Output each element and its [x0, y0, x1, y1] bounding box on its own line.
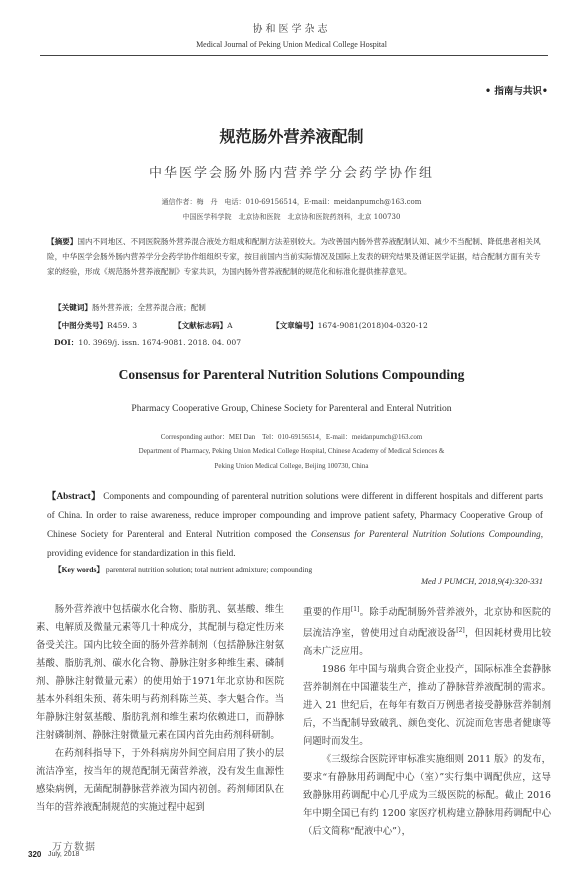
body-column-right	[303, 601, 551, 841]
abstract-text-en-2: , providing evidence for standardization in this field.	[47, 529, 543, 558]
document-code	[174, 320, 233, 331]
doi	[54, 337, 241, 348]
clc-number	[54, 320, 137, 331]
citation-ref[interactable]: [1]	[350, 606, 360, 613]
article-no-label: 【文章编号】	[272, 321, 318, 330]
body-paragraph: 1986 年中国与瑞典合资企业投产，国际标准全套静脉营养制剂在中国灌装生产，推动了静脉营养液配制的需求。进入 21 世纪后，在每年有数百万例患者接受静脉营养制剂后，不当配制导致破乳、颜色变化、沉淀而危害患者健康等问题时而发生。	[303, 664, 551, 748]
body-paragraph	[303, 601, 551, 661]
doc-code-label: 【文献标志码】	[174, 321, 228, 330]
body-paragraph: 肠外营养液中包括碳水化合物、脂肪乳、氨基酸、维生素、电解质及微量元素等几十种成分，其配制与稳定性历来备受关注。国内比较全面的肠外营养制剂（包括静脉注射氨基酸、脂肪乳剂、碳水化合物、静脉注射多种维生素、磷制剂、静脉注射微量元素）的使用始于1971年北京协和医院基本外科组朱预、蒋朱明与药剂科陈兰英、李大魁合作。当年静脉注射氨基酸、脂肪乳剂和维生素均依赖进口，而静脉注射磷制剂、静脉注射微量元素在国内首先由药剂科研制。	[36, 604, 284, 741]
abstract-label-en: 【Abstract】	[47, 491, 101, 501]
journal-title-en: Medical Journal of Peking Union Medical College Hospital	[196, 40, 387, 49]
abstract-italic-title: Consensus for Parenteral Nutrition Solutions Compounding	[310, 529, 541, 539]
page-date: July, 2018	[48, 851, 80, 858]
author-group-cn: 中华医学会肠外肠内营养学分会药学协作组	[148, 166, 434, 181]
page-number: 320	[28, 850, 42, 859]
keywords-text-cn: 肠外营养液；全营养混合液；配制	[91, 303, 206, 312]
citation: Med J PUMCH, 2018,9(4):320-331	[420, 576, 543, 586]
corresponding-author-en: Corresponding author：MEI Dan Tel：010-69156514，E-mail：meidanpumch@163.com	[160, 433, 423, 441]
clc-value: R459. 3	[107, 321, 138, 330]
citation-ref[interactable]: [2]	[456, 627, 465, 635]
body-column-left	[36, 601, 284, 817]
keywords-text-en: parenteral nutrition solution; total nutrient admixture; compounding	[105, 565, 313, 574]
body-paragraph: 在药剂科指导下，于外科病房外间空间启用了狭小的层流洁净室，按当年的规范配制无菌营养液，没有发生血源性感染病例，无菌配制静脉营养液为国内初创。药剂师团队在当年的营养液配制规范的实施过程中起到	[36, 748, 284, 813]
doi-label: DOI：	[54, 338, 79, 347]
keywords-label-cn: 【关键词】	[54, 303, 92, 312]
keywords-label-en: 【Key words】	[54, 565, 104, 574]
body-text: ，但因耗材费用比较高未广泛应用。	[303, 628, 551, 658]
abstract-text-en-1: Components and compounding of parenteral nutrition solutions were different in different hospitals and different parts of China. In order to raise awareness, reduce improper compounding and improve patient safety, Pharmacy Cooperative Group of Chinese Society for Parenteral and Enteral Nutrition composed the	[47, 491, 543, 539]
body-text: 重要的作用	[303, 607, 351, 619]
department-en: Department of Pharmacy, Peking Union Medical College Hospital, Chinese Academy of Medical Sciences &	[138, 447, 445, 455]
journal-title-cn: 协和医学杂志	[252, 24, 331, 35]
keywords-en	[54, 564, 544, 575]
watermark: 万方数据	[52, 842, 96, 853]
body-text: 。除手动配制肠外营养液外，北京协和医院的层流洁净室，曾使用过自动配液设备	[303, 607, 551, 640]
keywords-cn	[54, 302, 544, 313]
doc-code-value: A	[227, 321, 233, 330]
header-divider	[40, 55, 548, 56]
clc-label: 【中图分类号】	[54, 321, 108, 330]
body-paragraph: 《三级综合医院评审标准实施细则 2011 版》的发布，要求“有静脉用药调配中心（室）”实行集中调配供应，这导致静脉用药调配中心几乎成为三级医院的标配。截止 2016 年中期全国已有约 1200 家医疗机构建立静脉用药调配中心（后文简称“配液中心”），	[303, 754, 551, 838]
article-number	[272, 320, 428, 331]
abstract-en	[47, 487, 543, 563]
abstract-cn	[47, 234, 543, 279]
abstract-text-cn: 国内不同地区、不同医院肠外营养混合液处方组成和配制方法差别较大。为改善国内肠外营养液配制认知、减少不当配制、降低患者相关风险，中华医学会肠外肠内营养学分会药学协作组组织专家，按目前国内当前实际情况及国际上发表的研究结果及循证医学证据，结合配制方面有关专家的经验，形成《规范肠外营养液配制》专家共识，为国内肠外营养液配制的规范化和标准化提供推荐意见。	[47, 237, 541, 276]
doi-value: 10. 3969/j. issn. 1674-9081. 2018. 04. 007	[78, 338, 242, 347]
article-title-en: Consensus for Parenteral Nutrition Solutions Compounding	[118, 367, 465, 382]
author-group-en: Pharmacy Cooperative Group, Chinese Society for Parenteral and Enteral Nutrition	[131, 403, 452, 414]
abstract-label-cn: 【摘要】	[47, 237, 78, 246]
article-title-cn: 规范肠外营养液配制	[219, 127, 364, 146]
affiliation-cn: 中国医学科学院 北京协和医院 北京协和医院药剂科，北京 100730	[182, 213, 401, 221]
article-no-value: 1674-9081(2018)04-0320-12	[317, 321, 428, 330]
university-en: Peking Union Medical College, Beijing 100730, China	[214, 462, 369, 470]
column-tag: • 指南与共识•	[485, 86, 548, 97]
corresponding-author-cn: 通信作者：梅 丹 电话：010-69156514，E-mail：meidanpumch@163.com	[161, 198, 422, 206]
